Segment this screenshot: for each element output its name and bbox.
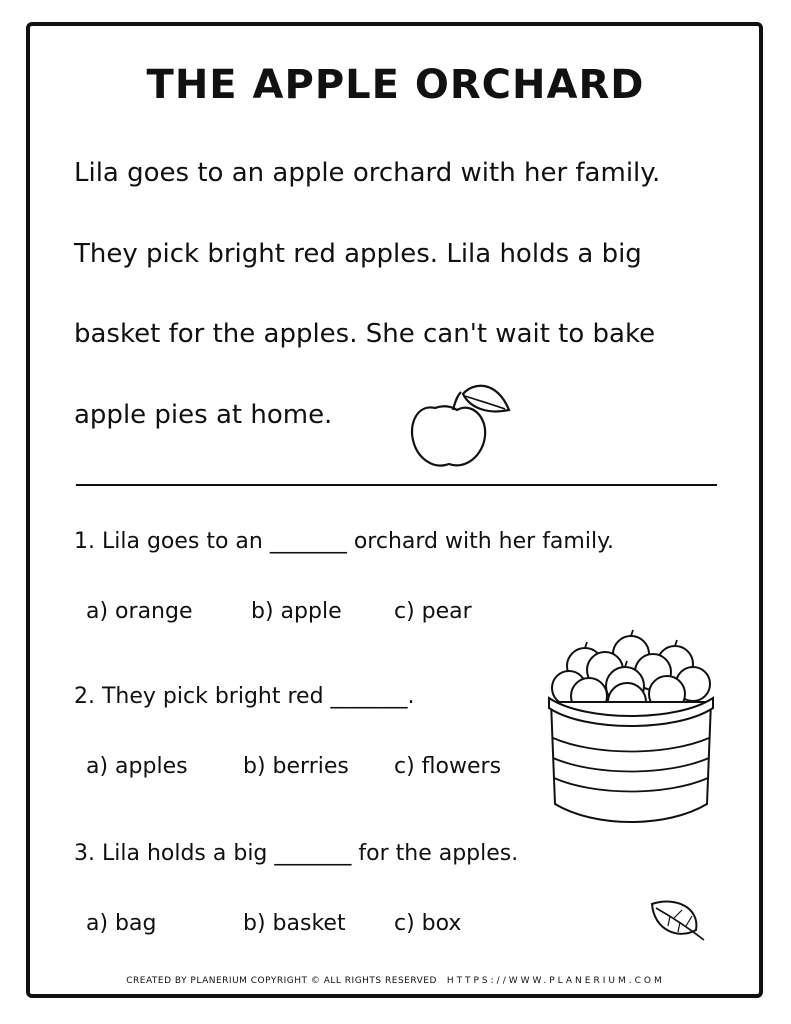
section-divider: [76, 484, 717, 486]
question-3-option-a[interactable]: a) bag: [86, 911, 157, 936]
apple-basket-icon: [545, 628, 717, 824]
story-line-4: apple pies at home.: [74, 400, 333, 430]
footer-credit: CREATED BY PLANERIUM COPYRIGHT © ALL RIGHTS RESERVED: [126, 976, 437, 986]
question-2-option-c[interactable]: c) flowers: [394, 754, 502, 779]
question-2-option-a[interactable]: a) apples: [86, 754, 188, 779]
question-2: 2. They pick bright red _______.: [74, 684, 415, 709]
leaf-icon: [646, 896, 708, 946]
question-1-option-b[interactable]: b) apple: [251, 599, 342, 624]
footer: [0, 976, 791, 986]
question-3-option-c[interactable]: c) box: [394, 911, 462, 936]
story-line-3: basket for the apples. She can't wait to bake: [74, 319, 656, 349]
question-1: 1. Lila goes to an _______ orchard with her family.: [74, 529, 614, 554]
story-line-2: They pick bright red apples. Lila holds a big: [74, 239, 642, 269]
footer-url[interactable]: HTTPS://WWW.PLANERIUM.COM: [446, 976, 665, 986]
question-1-option-c[interactable]: c) pear: [394, 599, 472, 624]
question-2-option-b[interactable]: b) berries: [243, 754, 349, 779]
question-3: 3. Lila holds a big _______ for the apples.: [74, 841, 519, 866]
question-3-option-b[interactable]: b) basket: [243, 911, 346, 936]
worksheet-title: THE APPLE ORCHARD: [146, 62, 645, 108]
apple-icon: [405, 380, 515, 472]
question-1-option-a[interactable]: a) orange: [86, 599, 193, 624]
story-line-1: Lila goes to an apple orchard with her family.: [74, 158, 661, 188]
